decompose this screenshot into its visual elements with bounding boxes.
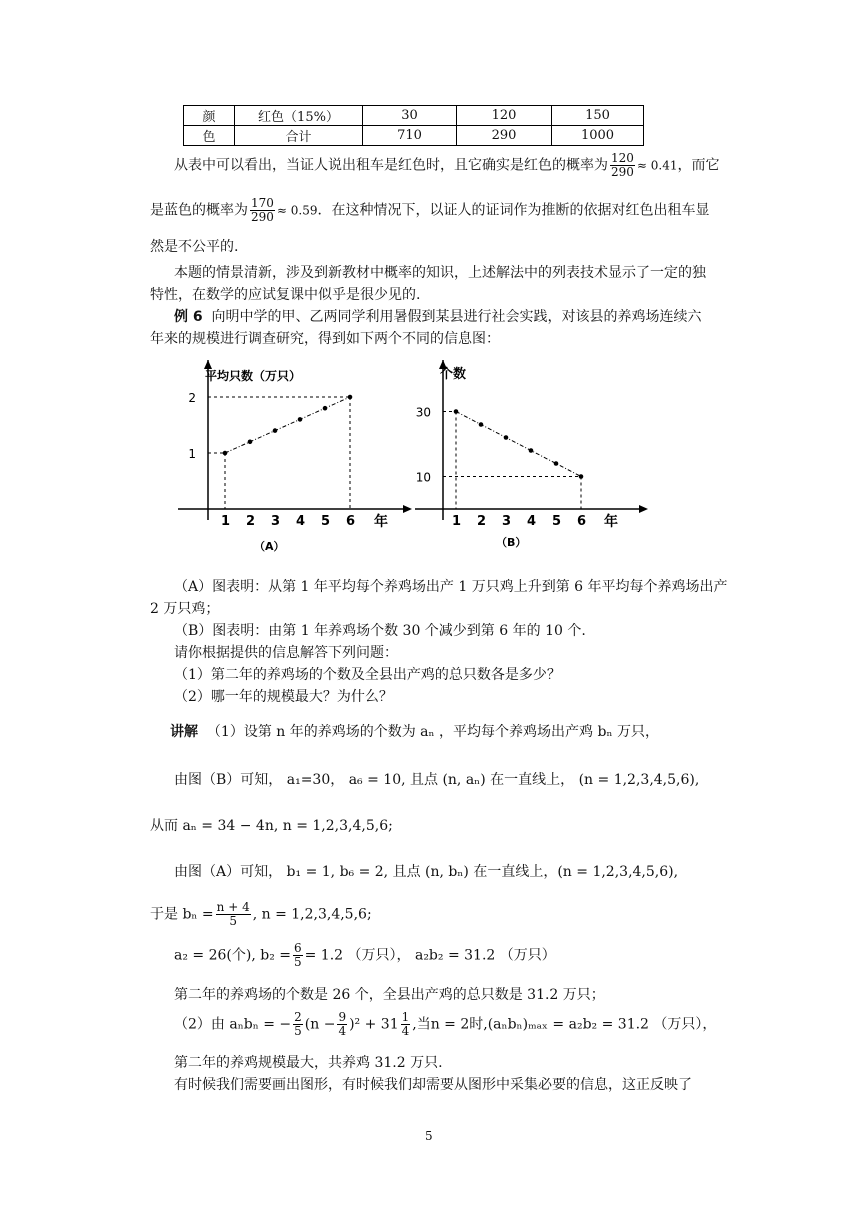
chart-caption: （B） — [496, 536, 527, 549]
math-line: a₂ = 26(个), b₂ = $\frac{6}{5}$ = 1.2 （万只）， a₂b₂ = 31.2 （万只） — [174, 941, 556, 969]
x-tick-label: 5 — [321, 514, 331, 529]
chart-caption: （A） — [254, 540, 285, 553]
math-line: （2）由 aₙbₙ = − $\frac{2}{5}$ (n − $\frac{9}{4}$ )² + 31 $\frac{1}{4}$ ,当n = 2时,(aₙbₙ)ₘₐₓ = a₂b₂ = 31.2 （万只）， — [174, 1010, 717, 1038]
x-axis-arrow — [639, 505, 648, 513]
data-point — [248, 440, 253, 445]
paragraph-line: 从表中可以看出，当证人说出租车是红色时，且它确实是红色的概率为 $\frac{120}{290}$ ≈ 0.41，而它 — [174, 151, 720, 179]
math-line: 由图（A）可知， b₁ = 1, b₆ = 2, 且点 (n, bₙ) 在一直线上，(n = 1,2,3,4,5,6), — [174, 864, 679, 880]
x-tick-label: 2 — [246, 514, 256, 529]
table-row — [184, 126, 644, 146]
paragraph-line: 例 6 向明中学的甲、乙两同学利用暑假到某县进行社会实践，对该县的养鸡场连续六 — [174, 309, 702, 325]
x-tick-label: 1 — [221, 514, 231, 529]
x-axis-label: 年 — [604, 514, 618, 530]
fraction: $\frac{n + 4}{5}$ — [216, 900, 250, 928]
y-tick-label: 30 — [415, 405, 431, 420]
paragraph-line: （2）哪一年的规模最大？为什么？ — [174, 689, 393, 705]
paragraph-line: 是蓝色的概率为 $\frac{170}{290}$ ≈ 0.59．在这种情况下，以证人的证词作为推断的依据对红色出租车显 — [150, 196, 710, 224]
y-tick-label: 2 — [188, 391, 196, 405]
chart-average-count — [168, 360, 413, 555]
paragraph-line: 然是不公平的. — [150, 239, 239, 255]
x-tick-label: 3 — [502, 514, 512, 529]
x-tick-label: 4 — [296, 514, 306, 529]
color-statistics-table — [183, 105, 644, 146]
table-cell: 红色（15%） — [235, 106, 363, 126]
x-axis-label: 年 — [374, 514, 388, 530]
paragraph-line: （B）图表明：由第 1 年养鸡场个数 30 个减少到第 6 年的 10 个. — [174, 623, 586, 639]
x-tick-label: 2 — [477, 514, 487, 529]
paragraph-line: 特性，在数学的应试复课中似乎是很少见的. — [150, 287, 421, 303]
table-cell: 色 — [184, 126, 235, 146]
data-point — [479, 422, 484, 427]
series-line — [456, 412, 581, 477]
fraction: $\frac{2}{5}$ — [294, 1010, 302, 1038]
chart-title: 平均只数（万只） — [205, 369, 302, 383]
example-label: 例 6 — [174, 309, 203, 325]
paragraph-line: 第二年的养鸡场的个数是 26 个，全县出产鸡的总只数是 31.2 万只； — [174, 987, 605, 1003]
table-cell: 290 — [457, 126, 552, 146]
paragraph-line: 第二年的养鸡规模最大，共养鸡 31.2 万只. — [174, 1055, 443, 1071]
data-point — [529, 448, 534, 453]
table-row — [184, 106, 644, 126]
x-tick-label: 1 — [452, 514, 462, 529]
paragraph-line: 讲解 （1）设第 n 年的养鸡场的个数为 aₙ ，平均每个养鸡场出产鸡 bₙ 万只， — [170, 724, 659, 740]
math-line: 于是 bₙ = $\frac{n + 4}{5}$ , n = 1,2,3,4,5,6; — [150, 900, 372, 928]
paragraph-line: 2 万只鸡； — [150, 601, 220, 617]
fraction: $\frac{1}{4}$ — [401, 1010, 410, 1038]
x-tick-label: 6 — [346, 514, 356, 529]
data-point — [554, 461, 559, 466]
y-tick-label: 10 — [415, 470, 431, 485]
paragraph-line: （A）图表明：从第 1 年平均每个养鸡场出产 1 万只鸡上升到第 6 年平均每个养鸡场出产 — [174, 579, 728, 595]
data-point — [454, 409, 459, 414]
math-line: 从而 aₙ = 34 − 4n, n = 1,2,3,4,5,6; — [150, 818, 393, 834]
paragraph-line: 本题的情景清新，涉及到新教材中概率的知识，上述解法中的列表技术显示了一定的独 — [174, 265, 706, 281]
fraction: $\frac{170}{290}$ — [251, 196, 274, 224]
data-point — [223, 451, 228, 456]
series-line — [225, 397, 350, 453]
page-number: 5 — [425, 1129, 433, 1143]
table-cell: 30 — [363, 106, 457, 126]
x-tick-label: 4 — [527, 514, 537, 529]
table-cell: 120 — [457, 106, 552, 126]
paragraph-line: 请你根据提供的信息解答下列问题： — [174, 645, 398, 661]
paragraph-line: 年来的规模进行调查研究，得到如下两个不同的信息图： — [150, 331, 500, 347]
fraction: $\frac{6}{5}$ — [293, 941, 302, 969]
paragraph-line: 有时候我们需要画出图形，有时候我们却需要从图形中采集必要的信息，这正反映了 — [174, 1077, 692, 1093]
y-axis-arrow — [204, 360, 212, 369]
fraction: $\frac{9}{4}$ — [338, 1010, 347, 1038]
x-tick-label: 5 — [552, 514, 562, 529]
data-point — [323, 406, 328, 411]
table-cell: 1000 — [552, 126, 644, 146]
data-point — [348, 395, 353, 400]
data-point — [273, 428, 278, 433]
data-point — [579, 474, 584, 479]
chart-title: 个数 — [440, 367, 467, 382]
table-cell: 710 — [363, 126, 457, 146]
solution-label: 讲解 — [170, 724, 198, 740]
data-point — [298, 417, 303, 422]
x-tick-label: 3 — [271, 514, 281, 529]
table-cell: 合计 — [235, 126, 363, 146]
table-cell: 颜 — [184, 106, 235, 126]
paragraph-line: （1）第二年的养鸡场的个数及全县出产鸡的总只数各是多少？ — [174, 667, 561, 683]
chart-farm-count — [410, 360, 650, 555]
fraction: $\frac{120}{290}$ — [611, 151, 634, 179]
table-cell: 150 — [552, 106, 644, 126]
data-point — [504, 435, 509, 440]
y-tick-label: 1 — [188, 447, 196, 461]
math-line: 由图（B）可知， a₁=30， a₆ = 10, 且点 (n, aₙ) 在一直线上， (n = 1,2,3,4,5,6), — [174, 772, 700, 788]
x-tick-label: 6 — [577, 514, 587, 529]
